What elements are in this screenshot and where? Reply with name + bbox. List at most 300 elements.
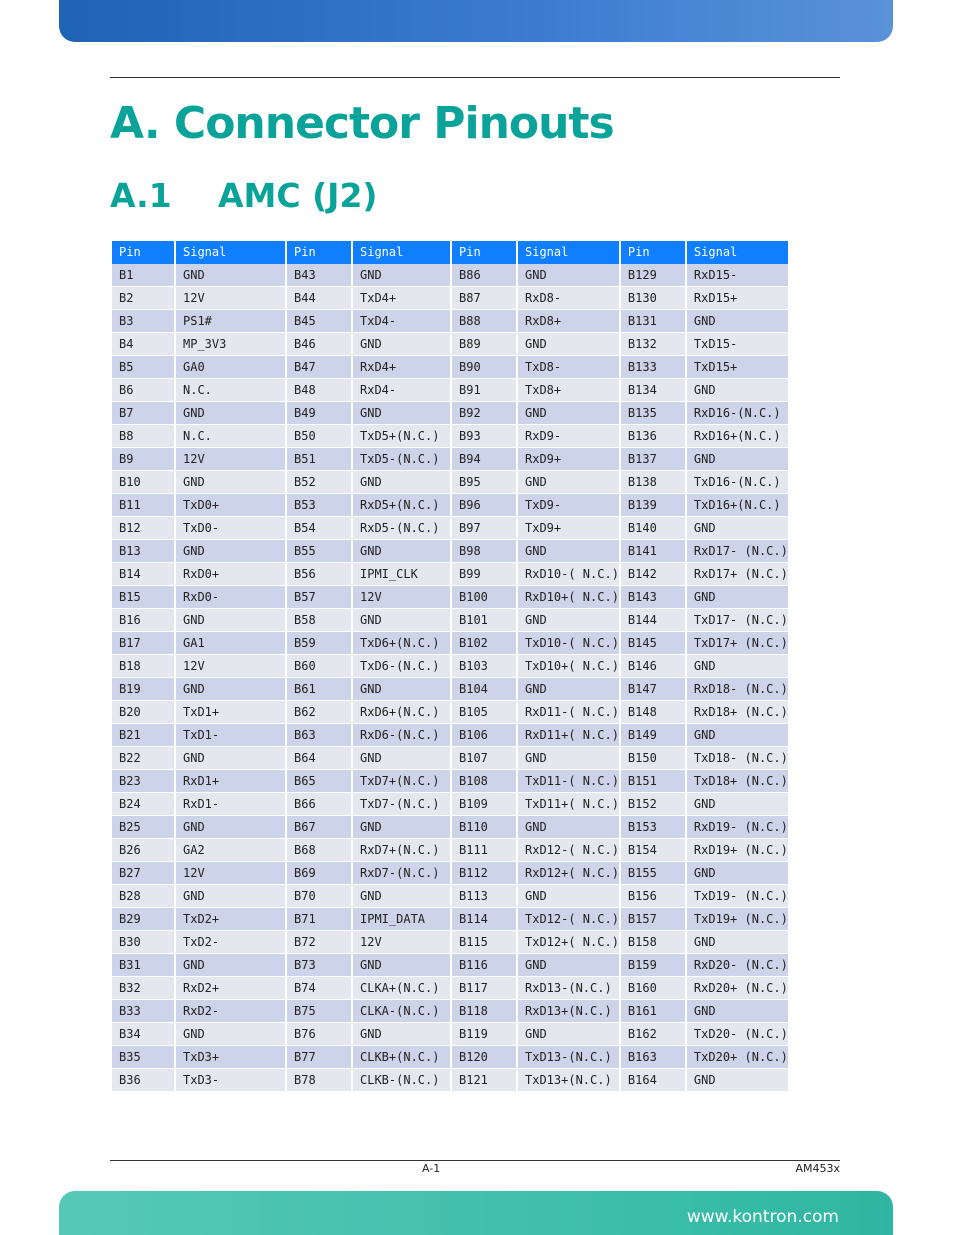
signal-cell: RxD12+( N.C.): [518, 862, 619, 885]
header-pin-1: Pin: [112, 241, 174, 264]
signal-cell: GND: [176, 678, 285, 701]
pin-cell: B17: [112, 632, 174, 655]
pin-cell: B132: [621, 333, 685, 356]
pin-cell: B64: [287, 747, 351, 770]
header-signal-1: Signal: [176, 241, 285, 264]
pin-cell: B91: [452, 379, 516, 402]
pinout-table: [110, 241, 790, 1092]
signal-cell: RxD2-: [176, 1000, 285, 1023]
signal-cell: GND: [687, 931, 788, 954]
table-row: [112, 356, 788, 379]
signal-cell: TxD8-: [518, 356, 619, 379]
table-row: [112, 609, 788, 632]
table-row: [112, 287, 788, 310]
signal-cell: RxD2+: [176, 977, 285, 1000]
pin-cell: B114: [452, 908, 516, 931]
signal-cell: GND: [353, 264, 450, 287]
pin-cell: B68: [287, 839, 351, 862]
signal-cell: GND: [687, 862, 788, 885]
signal-cell: GND: [176, 747, 285, 770]
pin-cell: B44: [287, 287, 351, 310]
pin-cell: B105: [452, 701, 516, 724]
table-row: [112, 471, 788, 494]
signal-cell: IPMI_CLK: [353, 563, 450, 586]
signal-cell: GND: [353, 816, 450, 839]
pin-cell: B13: [112, 540, 174, 563]
pin-cell: B11: [112, 494, 174, 517]
signal-cell: RxD7+(N.C.): [353, 839, 450, 862]
signal-cell: RxD6+(N.C.): [353, 701, 450, 724]
signal-cell: 12V: [176, 655, 285, 678]
table-row: [112, 1046, 788, 1069]
signal-cell: TxD8+: [518, 379, 619, 402]
pin-cell: B139: [621, 494, 685, 517]
pin-cell: B58: [287, 609, 351, 632]
signal-cell: GND: [353, 540, 450, 563]
signal-cell: RxD1+: [176, 770, 285, 793]
pin-cell: B77: [287, 1046, 351, 1069]
signal-cell: GND: [687, 448, 788, 471]
table-row: [112, 448, 788, 471]
signal-cell: TxD1-: [176, 724, 285, 747]
pin-cell: B76: [287, 1023, 351, 1046]
signal-cell: RxD13-(N.C.): [518, 977, 619, 1000]
pin-cell: B88: [452, 310, 516, 333]
pin-cell: B35: [112, 1046, 174, 1069]
signal-cell: TxD19+ (N.C.): [687, 908, 788, 931]
signal-cell: TxD3-: [176, 1069, 285, 1092]
signal-cell: GND: [176, 1023, 285, 1046]
pin-cell: B104: [452, 678, 516, 701]
pin-cell: B18: [112, 655, 174, 678]
pin-cell: B4: [112, 333, 174, 356]
signal-cell: RxD10-( N.C.): [518, 563, 619, 586]
pin-cell: B116: [452, 954, 516, 977]
pin-cell: B95: [452, 471, 516, 494]
table-row: [112, 494, 788, 517]
signal-cell: RxD20+ (N.C.): [687, 977, 788, 1000]
signal-cell: GND: [518, 1023, 619, 1046]
signal-cell: GND: [518, 540, 619, 563]
signal-cell: TxD7+(N.C.): [353, 770, 450, 793]
pin-cell: B90: [452, 356, 516, 379]
signal-cell: TxD3+: [176, 1046, 285, 1069]
signal-cell: TxD7-(N.C.): [353, 793, 450, 816]
pin-cell: B28: [112, 885, 174, 908]
pin-cell: B154: [621, 839, 685, 862]
signal-cell: RxD16+(N.C.): [687, 425, 788, 448]
pin-cell: B120: [452, 1046, 516, 1069]
pin-cell: B109: [452, 793, 516, 816]
signal-cell: GND: [176, 471, 285, 494]
signal-cell: GND: [518, 333, 619, 356]
signal-cell: TxD17+ (N.C.): [687, 632, 788, 655]
signal-cell: RxD8+: [518, 310, 619, 333]
signal-cell: CLKB-(N.C.): [353, 1069, 450, 1092]
signal-cell: TxD9-: [518, 494, 619, 517]
signal-cell: GND: [176, 540, 285, 563]
pin-cell: B56: [287, 563, 351, 586]
section-title: AMC (J2): [218, 176, 378, 215]
pin-cell: B97: [452, 517, 516, 540]
pin-cell: B161: [621, 1000, 685, 1023]
pin-cell: B33: [112, 1000, 174, 1023]
signal-cell: GND: [353, 402, 450, 425]
signal-cell: RxD12-( N.C.): [518, 839, 619, 862]
pin-cell: B164: [621, 1069, 685, 1092]
signal-cell: GA1: [176, 632, 285, 655]
signal-cell: GND: [176, 402, 285, 425]
signal-cell: GND: [518, 816, 619, 839]
table-row: [112, 1000, 788, 1023]
signal-cell: GND: [518, 954, 619, 977]
signal-cell: 12V: [353, 586, 450, 609]
table-row: [112, 839, 788, 862]
signal-cell: RxD20- (N.C.): [687, 954, 788, 977]
pin-cell: B46: [287, 333, 351, 356]
header-signal-2: Signal: [353, 241, 450, 264]
pin-cell: B29: [112, 908, 174, 931]
signal-cell: 12V: [353, 931, 450, 954]
signal-cell: RxD18+ (N.C.): [687, 701, 788, 724]
signal-cell: TxD17- (N.C.): [687, 609, 788, 632]
pin-cell: B87: [452, 287, 516, 310]
table-row: [112, 747, 788, 770]
table-header-row: [112, 241, 788, 264]
pin-cell: B98: [452, 540, 516, 563]
pin-cell: B96: [452, 494, 516, 517]
pin-cell: B54: [287, 517, 351, 540]
page-title: A. Connector Pinouts: [110, 98, 614, 149]
pin-cell: B21: [112, 724, 174, 747]
signal-cell: TxD0-: [176, 517, 285, 540]
signal-cell: TxD1+: [176, 701, 285, 724]
pin-cell: B152: [621, 793, 685, 816]
signal-cell: GND: [687, 586, 788, 609]
table-row: [112, 908, 788, 931]
pin-cell: B144: [621, 609, 685, 632]
pin-cell: B138: [621, 471, 685, 494]
table-row: [112, 333, 788, 356]
signal-cell: RxD0-: [176, 586, 285, 609]
pin-cell: B107: [452, 747, 516, 770]
pin-cell: B159: [621, 954, 685, 977]
signal-cell: PS1#: [176, 310, 285, 333]
signal-cell: TxD11-( N.C.): [518, 770, 619, 793]
signal-cell: TxD6+(N.C.): [353, 632, 450, 655]
pin-cell: B24: [112, 793, 174, 816]
pin-cell: B63: [287, 724, 351, 747]
signal-cell: GND: [687, 655, 788, 678]
signal-cell: RxD15+: [687, 287, 788, 310]
pin-cell: B102: [452, 632, 516, 655]
signal-cell: 12V: [176, 448, 285, 471]
table-row: [112, 632, 788, 655]
table-row: [112, 816, 788, 839]
pin-cell: B31: [112, 954, 174, 977]
pin-cell: B158: [621, 931, 685, 954]
signal-cell: RxD4-: [353, 379, 450, 402]
signal-cell: GND: [176, 264, 285, 287]
signal-cell: RxD19+ (N.C.): [687, 839, 788, 862]
table-row: [112, 1023, 788, 1046]
signal-cell: RxD15-: [687, 264, 788, 287]
table-row: [112, 379, 788, 402]
pin-cell: B130: [621, 287, 685, 310]
pin-cell: B110: [452, 816, 516, 839]
signal-cell: GND: [353, 954, 450, 977]
table-body: [112, 264, 788, 1092]
signal-cell: TxD11+( N.C.): [518, 793, 619, 816]
pin-cell: B67: [287, 816, 351, 839]
pin-cell: B55: [287, 540, 351, 563]
signal-cell: RxD11+( N.C.): [518, 724, 619, 747]
header-pin-3: Pin: [452, 241, 516, 264]
pin-cell: B14: [112, 563, 174, 586]
signal-cell: N.C.: [176, 379, 285, 402]
signal-cell: RxD5-(N.C.): [353, 517, 450, 540]
pin-cell: B75: [287, 1000, 351, 1023]
pin-cell: B156: [621, 885, 685, 908]
pin-cell: B27: [112, 862, 174, 885]
pin-cell: B7: [112, 402, 174, 425]
signal-cell: GND: [353, 609, 450, 632]
pin-cell: B146: [621, 655, 685, 678]
pin-cell: B15: [112, 586, 174, 609]
pin-cell: B111: [452, 839, 516, 862]
signal-cell: TxD15+: [687, 356, 788, 379]
table-row: [112, 931, 788, 954]
pin-cell: B133: [621, 356, 685, 379]
bottom-banner: [59, 1191, 893, 1235]
header-signal-4: Signal: [687, 241, 788, 264]
signal-cell: TxD16-(N.C.): [687, 471, 788, 494]
pin-cell: B34: [112, 1023, 174, 1046]
pin-cell: B134: [621, 379, 685, 402]
signal-cell: CLKA-(N.C.): [353, 1000, 450, 1023]
table-row: [112, 264, 788, 287]
signal-cell: TxD10-( N.C.): [518, 632, 619, 655]
signal-cell: MP_3V3: [176, 333, 285, 356]
table-row: [112, 586, 788, 609]
signal-cell: IPMI_DATA: [353, 908, 450, 931]
pin-cell: B53: [287, 494, 351, 517]
pin-cell: B148: [621, 701, 685, 724]
pin-cell: B6: [112, 379, 174, 402]
signal-cell: GND: [687, 724, 788, 747]
signal-cell: TxD19- (N.C.): [687, 885, 788, 908]
pin-cell: B25: [112, 816, 174, 839]
signal-cell: TxD13-(N.C.): [518, 1046, 619, 1069]
pin-cell: B101: [452, 609, 516, 632]
pin-cell: B94: [452, 448, 516, 471]
pin-cell: B74: [287, 977, 351, 1000]
pin-cell: B20: [112, 701, 174, 724]
signal-cell: GND: [353, 1023, 450, 1046]
pin-cell: B106: [452, 724, 516, 747]
pin-cell: B118: [452, 1000, 516, 1023]
pin-cell: B129: [621, 264, 685, 287]
pin-cell: B108: [452, 770, 516, 793]
pin-cell: B131: [621, 310, 685, 333]
pin-cell: B143: [621, 586, 685, 609]
signal-cell: GND: [687, 793, 788, 816]
signal-cell: RxD9+: [518, 448, 619, 471]
pin-cell: B32: [112, 977, 174, 1000]
pin-cell: B66: [287, 793, 351, 816]
signal-cell: GND: [687, 379, 788, 402]
pin-cell: B163: [621, 1046, 685, 1069]
signal-cell: RxD1-: [176, 793, 285, 816]
pin-cell: B3: [112, 310, 174, 333]
signal-cell: RxD17- (N.C.): [687, 540, 788, 563]
pin-cell: B26: [112, 839, 174, 862]
pin-cell: B100: [452, 586, 516, 609]
signal-cell: GND: [353, 885, 450, 908]
signal-cell: TxD9+: [518, 517, 619, 540]
signal-cell: GND: [518, 678, 619, 701]
signal-cell: RxD19- (N.C.): [687, 816, 788, 839]
signal-cell: RxD18- (N.C.): [687, 678, 788, 701]
signal-cell: TxD20+ (N.C.): [687, 1046, 788, 1069]
pin-cell: B153: [621, 816, 685, 839]
signal-cell: RxD9-: [518, 425, 619, 448]
signal-cell: TxD20- (N.C.): [687, 1023, 788, 1046]
signal-cell: RxD0+: [176, 563, 285, 586]
pin-cell: B145: [621, 632, 685, 655]
section-heading: [110, 176, 378, 215]
pin-cell: B140: [621, 517, 685, 540]
signal-cell: TxD13+(N.C.): [518, 1069, 619, 1092]
table-row: [112, 540, 788, 563]
pin-cell: B73: [287, 954, 351, 977]
pin-cell: B115: [452, 931, 516, 954]
pin-cell: B155: [621, 862, 685, 885]
pin-cell: B50: [287, 425, 351, 448]
signal-cell: TxD5-(N.C.): [353, 448, 450, 471]
pin-cell: B71: [287, 908, 351, 931]
table-row: [112, 1069, 788, 1092]
signal-cell: RxD4+: [353, 356, 450, 379]
signal-cell: TxD5+(N.C.): [353, 425, 450, 448]
signal-cell: GND: [687, 1000, 788, 1023]
section-number: A.1: [110, 176, 172, 215]
table-row: [112, 402, 788, 425]
table-row: [112, 517, 788, 540]
header-rule: [110, 77, 840, 78]
signal-cell: TxD10+( N.C.): [518, 655, 619, 678]
pin-cell: B149: [621, 724, 685, 747]
pin-cell: B8: [112, 425, 174, 448]
footer-rule: [110, 1160, 840, 1161]
pin-cell: B5: [112, 356, 174, 379]
pin-cell: B92: [452, 402, 516, 425]
signal-cell: GND: [176, 885, 285, 908]
pin-cell: B22: [112, 747, 174, 770]
pin-cell: B160: [621, 977, 685, 1000]
pin-cell: B99: [452, 563, 516, 586]
signal-cell: TxD16+(N.C.): [687, 494, 788, 517]
website-link[interactable]: www.kontron.com: [686, 1207, 839, 1227]
pin-cell: B151: [621, 770, 685, 793]
pin-cell: B72: [287, 931, 351, 954]
signal-cell: GND: [176, 816, 285, 839]
signal-cell: TxD2-: [176, 931, 285, 954]
signal-cell: RxD8-: [518, 287, 619, 310]
signal-cell: TxD2+: [176, 908, 285, 931]
pin-cell: B142: [621, 563, 685, 586]
pin-cell: B137: [621, 448, 685, 471]
pin-cell: B103: [452, 655, 516, 678]
pin-cell: B117: [452, 977, 516, 1000]
signal-cell: GND: [518, 885, 619, 908]
signal-cell: RxD6-(N.C.): [353, 724, 450, 747]
signal-cell: GND: [353, 747, 450, 770]
table-row: [112, 678, 788, 701]
pin-cell: B65: [287, 770, 351, 793]
signal-cell: TxD4+: [353, 287, 450, 310]
pin-cell: B2: [112, 287, 174, 310]
signal-cell: GND: [518, 609, 619, 632]
signal-cell: TxD12-( N.C.): [518, 908, 619, 931]
pin-cell: B93: [452, 425, 516, 448]
pin-cell: B19: [112, 678, 174, 701]
pin-cell: B10: [112, 471, 174, 494]
signal-cell: RxD17+ (N.C.): [687, 563, 788, 586]
page-number: A-1: [422, 1162, 441, 1175]
table-row: [112, 563, 788, 586]
pin-cell: B30: [112, 931, 174, 954]
signal-cell: RxD7-(N.C.): [353, 862, 450, 885]
signal-cell: GND: [353, 678, 450, 701]
pin-cell: B86: [452, 264, 516, 287]
pin-cell: B136: [621, 425, 685, 448]
signal-cell: GND: [687, 1069, 788, 1092]
pin-cell: B16: [112, 609, 174, 632]
pin-cell: B43: [287, 264, 351, 287]
table-row: [112, 770, 788, 793]
table-row: [112, 793, 788, 816]
pin-cell: B157: [621, 908, 685, 931]
pin-cell: B45: [287, 310, 351, 333]
pin-cell: B59: [287, 632, 351, 655]
pin-cell: B62: [287, 701, 351, 724]
signal-cell: N.C.: [176, 425, 285, 448]
signal-cell: GND: [518, 264, 619, 287]
pin-cell: B89: [452, 333, 516, 356]
pin-cell: B119: [452, 1023, 516, 1046]
header-pin-4: Pin: [621, 241, 685, 264]
signal-cell: 12V: [176, 862, 285, 885]
pin-cell: B48: [287, 379, 351, 402]
pin-cell: B69: [287, 862, 351, 885]
signal-cell: TxD15-: [687, 333, 788, 356]
signal-cell: GND: [176, 609, 285, 632]
signal-cell: RxD13+(N.C.): [518, 1000, 619, 1023]
pin-cell: B112: [452, 862, 516, 885]
table-row: [112, 954, 788, 977]
pin-cell: B47: [287, 356, 351, 379]
table-row: [112, 862, 788, 885]
pin-cell: B162: [621, 1023, 685, 1046]
pin-cell: B52: [287, 471, 351, 494]
table-row: [112, 310, 788, 333]
pin-cell: B121: [452, 1069, 516, 1092]
signal-cell: RxD11-( N.C.): [518, 701, 619, 724]
pin-cell: B147: [621, 678, 685, 701]
signal-cell: TxD4-: [353, 310, 450, 333]
signal-cell: GND: [687, 310, 788, 333]
